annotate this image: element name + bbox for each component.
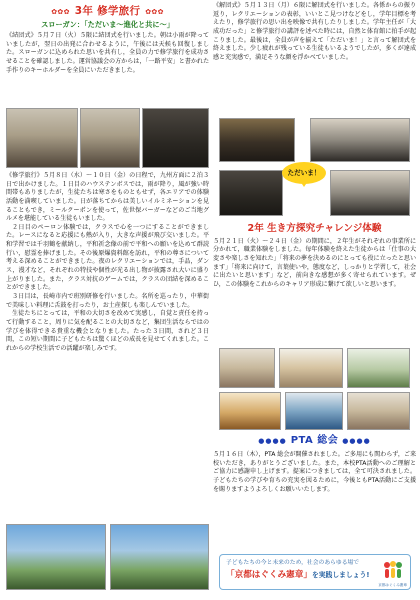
trip-paragraph-kaidan: 《解団式》５月１３日（月）６限に解団式を行いました。各係からの振り返り，レクリエーションの表彰，いいとこ見つけなどをし，学年目標を考えたり，修学旅行の思い出を映像で共有したりしました。学年主任が「大成功だった」と修学旅行の講評を述べた時には，自然と体育館に拍手が起こりました。最後は，全員が声を揃えて「ただいま！」と言って解団式を終えました。少し疲れが残っている生徒もいるようでしたが，多くが達成感と充実感で，満足そうな顔を浮かべていました。 — [213, 2, 416, 61]
photo-kaidan-3 — [219, 170, 283, 216]
banner-charter-name: 「京都はぐくみ憲章」 — [226, 570, 312, 580]
banner-call-to-action: を実践しましょう! — [311, 571, 370, 579]
photo-career-5 — [285, 392, 343, 430]
photo-kaidan-4 — [330, 170, 410, 216]
photo-ketsudan-2 — [80, 108, 140, 168]
pta-section — [213, 434, 416, 494]
trip-paragraph-day3: ３日目は，長崎市内で班別研修を行いました。名所を巡ったり，中華街で美味しい料理に舌鼓を打ったり，お土産探しも楽しんでいました。 — [6, 292, 209, 309]
trip-paragraph-day2: ２日目のペーロン体験では，クラスで心を一つにすることができました。レースになると応援にも熱が入り，大きな声援が飛び交いました。平和学習では千羽鶴を献納し，平和祈念像の前で平和への願いを込めて群読行い，慰霊を捧げました。その後原爆資料館を訪れ，平和の尊さについて考える深めることができました。夜のレクリエーションでは，手品，ダンス，漫才など，それぞれの特技や個性が光る出し物が披露され大いに盛り上がりました。また，クラス対抗のゲームでは，クラスの団結を深めることができました。 — [6, 223, 209, 292]
trip-paragraph-ketsudan: 《結団式》５月７日（火）５限に結団式を行いました。朝は小雨が降っていましたが，翌日の出発に合わせるように，午後には天候も回復しました。スローガンに込められた思いを共有し，全員の力で修学旅行を成功させることを確認しました。運営協議会の方からは，「一路平安」と書かれた手作りのキーホルダーを全員にいただきました。 — [6, 32, 209, 74]
photo-trip-1 — [6, 524, 106, 590]
left-column — [6, 0, 209, 75]
photo-kaidan-1 — [219, 118, 295, 162]
photo-career-2 — [279, 348, 343, 388]
photo-career-3 — [347, 348, 410, 388]
pta-paragraph: ５月１６日（木），PTA 総会が開催されました。ご多用にも関わらず，ご来校いただき，ありがとうございました。また，本校PTA活動へのご理解とご協力に感謝申し上げます。提案につきましては，全て可決されました。子どもたちの学びや育ちの充実を図るために，今後ともPTA活動にご支援を賜りますようよろしくお願いいたします。 — [213, 451, 416, 493]
left-column-body — [6, 172, 209, 353]
speech-bubble: ただいま！ — [282, 162, 326, 184]
dots-icon: ●●●● — [258, 437, 287, 445]
trip-heading — [6, 4, 209, 19]
banner-line2 — [226, 569, 369, 581]
career-heading: 2年 生き方探究チャレンジ体験 — [247, 223, 382, 234]
photo-career-1 — [219, 348, 275, 388]
trip-slogan: スローガン：「ただいま～進化と共に～」 — [41, 19, 174, 29]
career-paragraph: ５月２１日（火）～２４日（金）の期間に，２年生がそれぞれの事業所に分かれて，職業体験をしました。毎年体験を終えた生徒からは「仕事の大変さや楽しさを知れた」「将来の夢を決めるのにとっても役に立ったと思います」「将来に向けて，言葉使いや，態度など，しっかりと学習して，社会に出たいと思います」など，前向きな感想が多く寄せられています。ぜひ，この体験をこれからのキャリア形成に繋げて欲しいと思います。 — [213, 237, 416, 288]
trip-paragraph-summary: 生徒たちにとっては，平和の大切さを改めて実感し，自覚と責任を持って行動すること，周りに気を配ることの大切さなど，集団生活ならではの学びを体得できる貴重な機会となりました。たった３日間，されど３日間，この短い期間に子どもたちは驚くほどの成長を見せてくれました。これからの学校生活での活躍が楽しみです。 — [6, 310, 209, 352]
trip-heading-text: 3年 修学旅行 — [74, 5, 141, 17]
dots-icon: ●●●● — [342, 437, 371, 445]
banner-line1: 子どもたちの今と未来のため，社会のあらゆる場で — [226, 560, 360, 566]
logo-caption: 京都はぐくみ憲章 — [378, 583, 407, 587]
photo-ketsudan-1 — [6, 108, 78, 168]
photo-kaidan-2 — [310, 118, 410, 162]
photo-career-6 — [347, 392, 410, 430]
flower-icon: ✿✿✿ — [51, 8, 70, 16]
pta-heading-text: PTA 総会 — [290, 435, 339, 446]
photo-trip-2 — [110, 524, 209, 590]
photo-ketsudan-3 — [142, 108, 209, 168]
hagukumi-logo-icon — [382, 560, 404, 584]
flower-icon: ✿✿✿ — [145, 8, 164, 16]
pta-heading — [213, 434, 416, 448]
photo-career-4 — [219, 392, 281, 430]
hagukumi-banner — [219, 554, 411, 590]
career-section — [213, 222, 416, 289]
trip-paragraph-trip: 《修学旅行》５月８日（水）～１０日（金）の日程で，九州方面に２泊３日で出かけました。１日目のハウステンボスでは，雨が降り，風が強い時間帯もありましたが，生徒たちは寒さをものともせず，各エリアでの体験活動を満喫していました。日が落ちてからは美しいイルミネーションを見ることもでき，ミールクーポンを使って，佐世保バーガーなどのご当地グルメを堪能している生徒もいました。 — [6, 172, 209, 223]
right-column — [213, 2, 416, 62]
